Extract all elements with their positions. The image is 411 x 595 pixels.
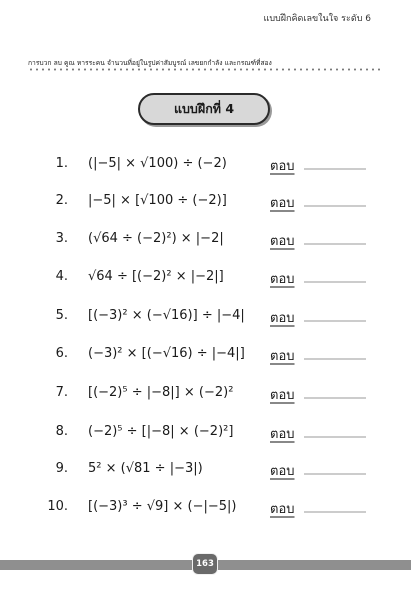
problem-expression: |−5| × [√100 ÷ (−2)] bbox=[88, 193, 227, 208]
problem-row bbox=[0, 342, 411, 366]
problem-expression: [(−2)⁵ ÷ |−8|] × (−2)² bbox=[88, 385, 234, 400]
problem-number: 4. bbox=[55, 269, 68, 284]
answer-blank[interactable] bbox=[304, 397, 366, 399]
problem-expression: [(−3)³ ÷ √9] × (−|−5|) bbox=[88, 499, 237, 514]
header-title: แบบฝึกคิดเลขในใจ ระดับ 6 bbox=[263, 14, 371, 24]
answer-blank[interactable] bbox=[304, 436, 366, 438]
answer-blank[interactable] bbox=[304, 281, 366, 283]
problem-number: 3. bbox=[55, 231, 68, 246]
answer-label: ตอบ bbox=[270, 234, 295, 249]
answer-blank[interactable] bbox=[304, 320, 366, 322]
answer-blank[interactable] bbox=[304, 168, 366, 170]
exercise-title: แบบฝึกที่ 4 bbox=[173, 101, 235, 116]
page-number-badge bbox=[192, 553, 218, 575]
problem-number: 9. bbox=[55, 461, 68, 476]
answer-label: ตอบ bbox=[270, 159, 295, 174]
answer-blank[interactable] bbox=[304, 358, 366, 360]
exercise-title-badge bbox=[138, 93, 270, 125]
answer-label: ตอบ bbox=[270, 388, 295, 403]
page-number: 163 bbox=[196, 559, 214, 569]
problem-row bbox=[0, 152, 411, 176]
problem-number: 1. bbox=[55, 156, 68, 171]
problem-row bbox=[0, 381, 411, 405]
problem-number: 2. bbox=[55, 193, 68, 208]
problem-expression: (−2)⁵ ÷ [|−8| × (−2)²] bbox=[88, 424, 234, 439]
problem-row bbox=[0, 265, 411, 289]
problem-number: 7. bbox=[55, 385, 68, 400]
problem-expression: [(−3)² × (−√16)] ÷ |−4| bbox=[88, 308, 245, 323]
problem-row bbox=[0, 227, 411, 251]
answer-blank[interactable] bbox=[304, 473, 366, 475]
answer-blank[interactable] bbox=[304, 205, 366, 207]
problem-row bbox=[0, 457, 411, 481]
problem-number: 6. bbox=[55, 346, 68, 361]
problem-number: 10. bbox=[47, 499, 68, 514]
problem-number: 5. bbox=[55, 308, 68, 323]
answer-label: ตอบ bbox=[270, 196, 295, 211]
problem-expression: (|−5| × √100) ÷ (−2) bbox=[88, 156, 227, 171]
problem-expression: (−3)² × [(−√16) ÷ |−4|] bbox=[88, 346, 245, 361]
answer-blank[interactable] bbox=[304, 511, 366, 513]
answer-label: ตอบ bbox=[270, 272, 295, 287]
answer-label: ตอบ bbox=[270, 349, 295, 364]
problem-row bbox=[0, 495, 411, 519]
answer-label: ตอบ bbox=[270, 311, 295, 326]
problem-row bbox=[0, 304, 411, 328]
problem-expression: 5² × (√81 ÷ |−3|) bbox=[88, 461, 203, 476]
header-subtitle: การบวก ลบ คูณ หารระคน จำนวนที่อยู่ในรูปค่าสัมบูรณ์ เลขยกกำลัง และกรณฑ์ที่สอง bbox=[28, 59, 272, 67]
problem-expression: (√64 ÷ (−2)²) × |−2| bbox=[88, 231, 224, 246]
answer-label: ตอบ bbox=[270, 427, 295, 442]
answer-label: ตอบ bbox=[270, 502, 295, 517]
problem-row bbox=[0, 189, 411, 213]
problem-number: 8. bbox=[55, 424, 68, 439]
answer-blank[interactable] bbox=[304, 243, 366, 245]
answer-label: ตอบ bbox=[270, 464, 295, 479]
problem-expression: √64 ÷ [(−2)² × |−2|] bbox=[88, 269, 224, 284]
dotted-divider bbox=[28, 68, 384, 71]
problem-row bbox=[0, 420, 411, 444]
